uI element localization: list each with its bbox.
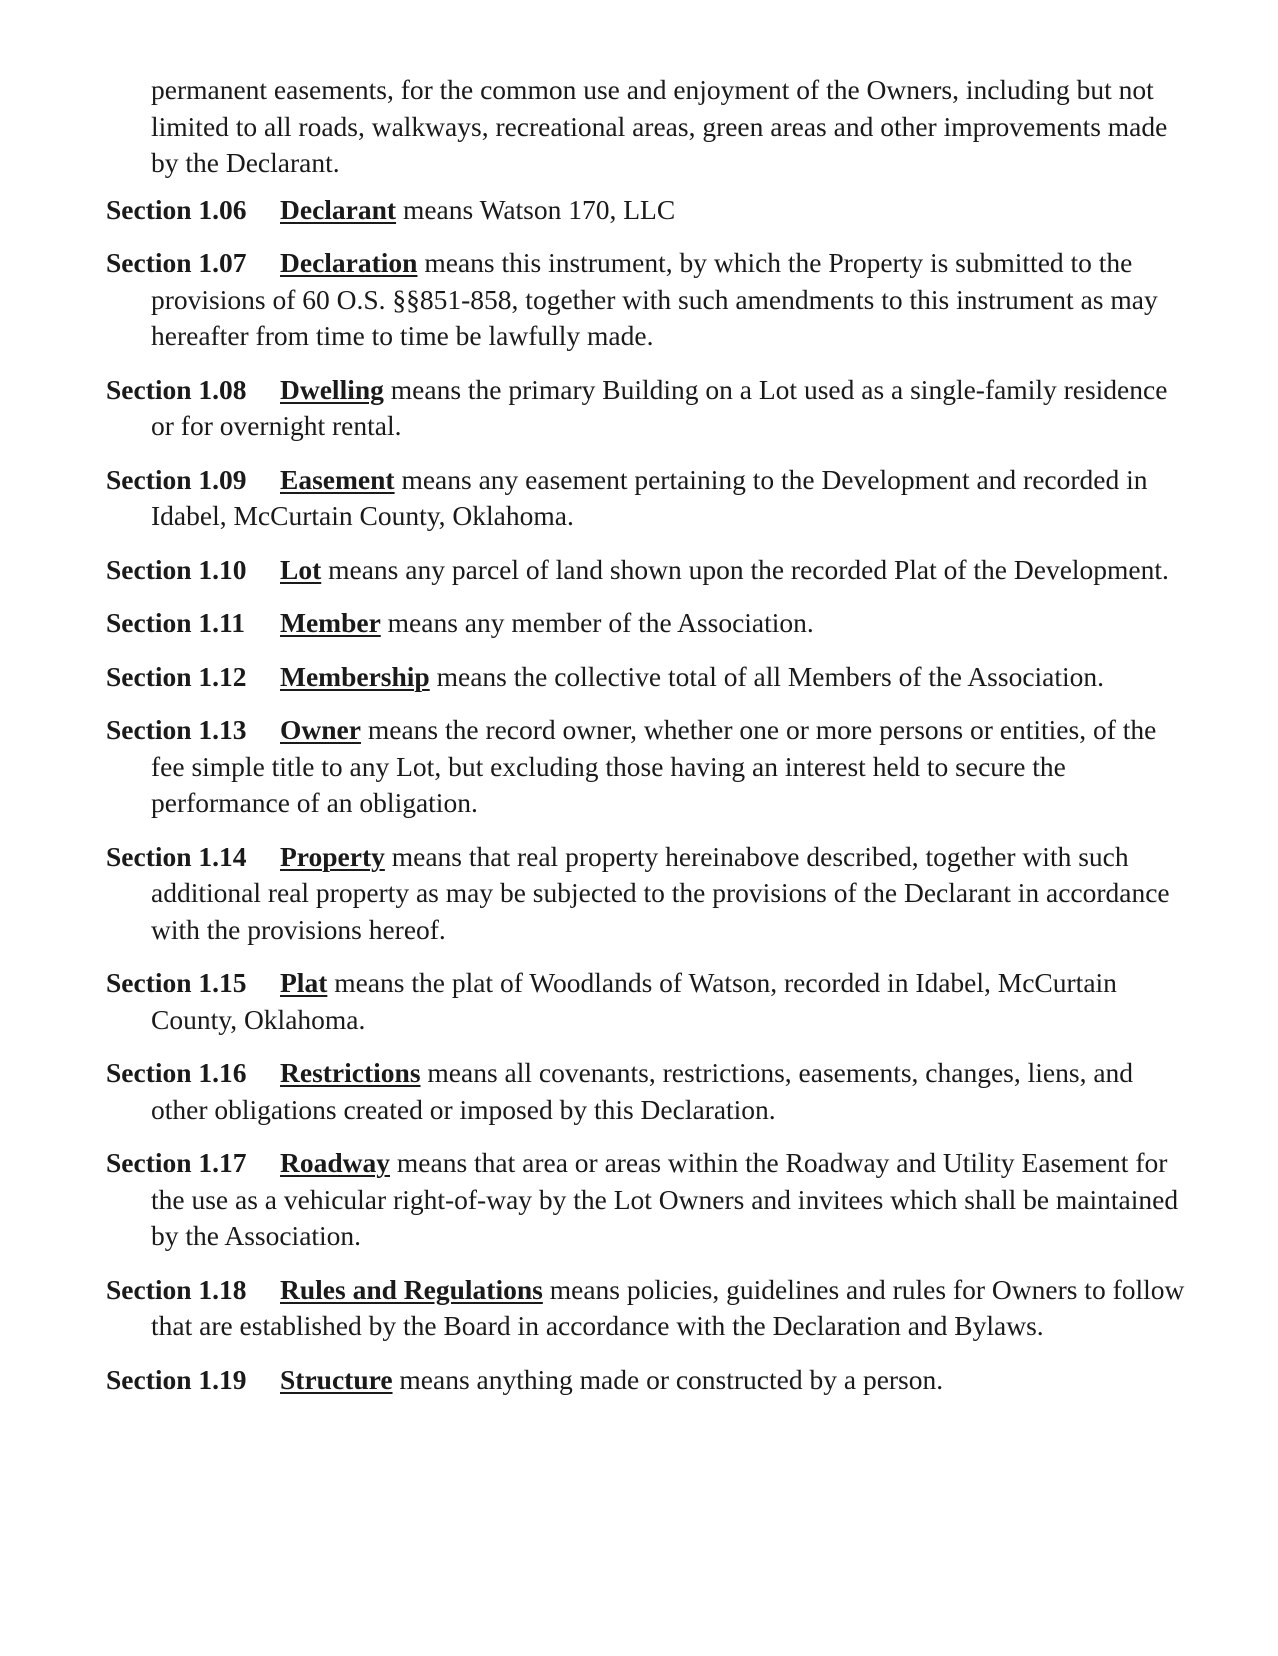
- section-1-10: [106, 552, 1188, 589]
- defined-term: Property: [280, 840, 385, 872]
- definition-text: means this instrument, by which the Property is submitted to the provisions of 60 O.S. §§851-858, together with such amendments to this instrument as may hereafter from time to time be lawfully made.: [151, 247, 1158, 351]
- section-number: Section 1.17: [106, 1147, 247, 1178]
- section-number: Section 1.15: [106, 967, 247, 998]
- definition-text: means all covenants, restrictions, easements, changes, liens, and other obligations created or imposed by this Declaration.: [151, 1057, 1134, 1125]
- defined-term: Lot: [280, 553, 322, 585]
- section-number: Section 1.19: [106, 1363, 247, 1395]
- section-number: Section 1.10: [106, 553, 247, 585]
- defined-term: Plat: [280, 967, 328, 998]
- section-number: Section 1.14: [106, 840, 247, 872]
- section-number: Section 1.09: [106, 463, 247, 495]
- section-number: Section 1.08: [106, 373, 247, 405]
- defined-term: Structure: [280, 1363, 393, 1395]
- defined-term: Owner: [280, 714, 361, 745]
- section-1-07: [106, 245, 1188, 355]
- section-1-12: [106, 659, 1188, 696]
- section-number: Section 1.12: [106, 660, 247, 692]
- defined-term: Roadway: [280, 1147, 391, 1178]
- section-1-17: [106, 1145, 1188, 1255]
- definition-text: means any member of the Association.: [387, 607, 814, 638]
- defined-term: Restrictions: [280, 1057, 421, 1088]
- defined-term: Member: [280, 607, 381, 638]
- definition-text: means any parcel of land shown upon the recorded Plat of the Development.: [328, 553, 1169, 585]
- defined-term: Rules and Regulations: [280, 1273, 543, 1305]
- section-number: Section 1.11: [106, 607, 246, 638]
- section-number: Section 1.07: [106, 247, 247, 278]
- definition-text: means Watson 170, LLC: [402, 193, 676, 225]
- continuation-paragraph: permanent easements, for the common use and enjoyment of the Owners, including but not limited to all roads, walkways, recreational areas, green areas and other improvements made by the Declarant.: [151, 74, 1168, 178]
- section-1-13: [106, 712, 1188, 822]
- definition-text: means anything made or constructed by a person.: [399, 1363, 944, 1395]
- defined-term: Declarant: [280, 193, 397, 225]
- section-1-06: [106, 192, 1188, 229]
- defined-term: Declaration: [280, 247, 418, 278]
- defined-term: Dwelling: [280, 373, 384, 405]
- definition-text: means the plat of Woodlands of Watson, recorded in Idabel, McCurtain County, Oklahoma.: [151, 967, 1117, 1035]
- definition-text: means the record owner, whether one or more persons or entities, of the fee simple title to any Lot, but excluding those having an interest held to secure the performance of an obligation.: [151, 714, 1157, 818]
- section-1-18: [106, 1272, 1188, 1345]
- section-number: Section 1.06: [106, 193, 247, 225]
- defined-term: Membership: [280, 660, 430, 692]
- section-1-14: [106, 839, 1188, 949]
- section-1-16: [106, 1055, 1188, 1128]
- section-1-08: [106, 372, 1188, 445]
- definition-text: means that real property hereinabove described, together with such additional real property as may be subjected to the provisions of the Declarant in accordance with the provisions hereof.: [151, 840, 1170, 945]
- section-1-09: [106, 462, 1188, 535]
- section-1-15: [106, 965, 1188, 1038]
- defined-term: Easement: [280, 463, 395, 495]
- section-number: Section 1.16: [106, 1057, 247, 1088]
- section-number: Section 1.18: [106, 1273, 247, 1305]
- section-number: Section 1.13: [106, 714, 247, 745]
- section-1-19: [106, 1362, 1188, 1399]
- definition-text: means policies, guidelines and rules for Owners to follow that are established by the Board in accordance with the Declaration and Bylaws.: [151, 1273, 1185, 1341]
- definition-text: means the collective total of all Members of the Association.: [436, 660, 1105, 692]
- definition-text: means any easement pertaining to the Development and recorded in Idabel, McCurtain County, Oklahoma.: [151, 463, 1148, 531]
- definition-text: means the primary Building on a Lot used as a single-family residence or for overnight rental.: [151, 373, 1168, 441]
- definition-text: means that area or areas within the Roadway and Utility Easement for the use as a vehicular right-of-way by the Lot Owners and invitees which shall be maintained by the Association.: [151, 1147, 1179, 1251]
- section-1-11: [106, 605, 1188, 642]
